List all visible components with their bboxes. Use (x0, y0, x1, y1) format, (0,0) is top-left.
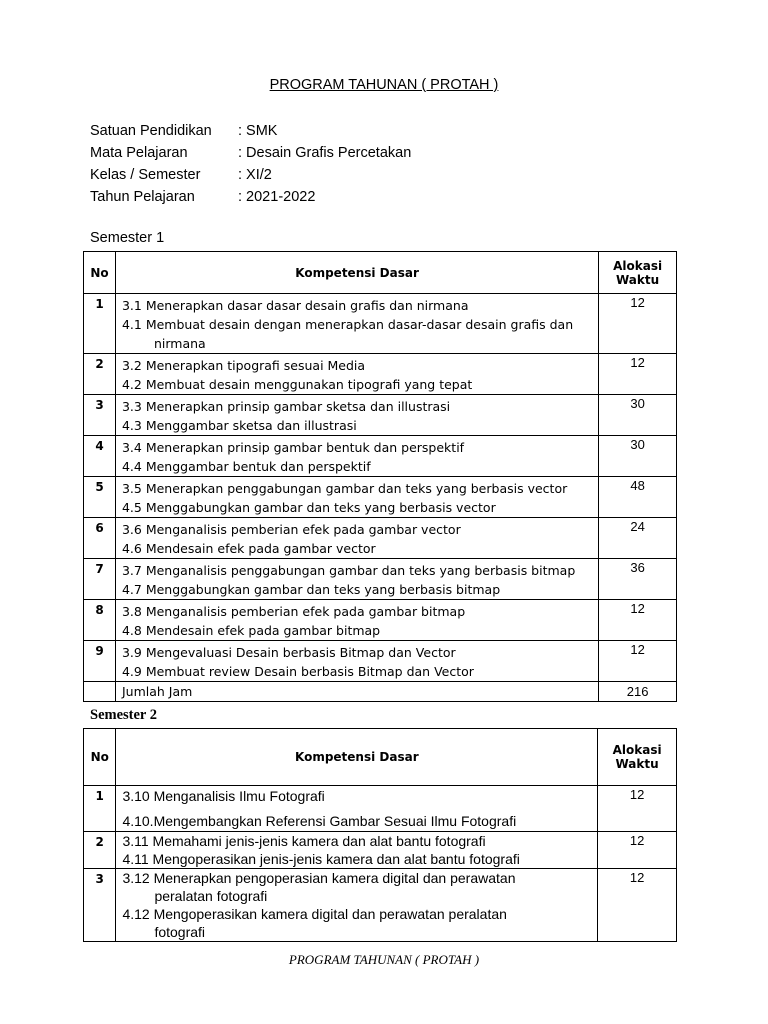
row-kd (115, 559, 598, 600)
table-row (84, 477, 677, 518)
row-no: 1 (84, 294, 116, 354)
row-alokasi: 12 (599, 641, 677, 682)
table-row (84, 294, 677, 354)
row-alokasi: 12 (598, 786, 677, 832)
row-no: 3 (84, 869, 116, 942)
alokasi-label: Alokasi (612, 743, 662, 757)
kd-line: 3.9 Mengevaluasi Desain berbasis Bitmap dan Vector (121, 645, 456, 660)
kd-line: 4.8 Mendesain efek pada gambar bitmap (121, 623, 381, 638)
total-value: 216 (599, 682, 677, 702)
row-kd (115, 436, 598, 477)
row-alokasi: 48 (599, 477, 677, 518)
semester-2-table (83, 728, 677, 942)
kd-line: 4.2 Membuat desain menggunakan tipografi yang tepat (121, 377, 473, 392)
kd-line: 4.5 Menggabungkan gambar dan teks yang berbasis vector (121, 500, 496, 515)
row-kd (115, 518, 598, 559)
table-row (84, 832, 677, 869)
row-no: 6 (84, 518, 116, 559)
table-row (84, 641, 677, 682)
total-label (115, 682, 598, 702)
table-row (84, 518, 677, 559)
col-kd-header: Kompetensi Dasar (115, 252, 598, 294)
kd-line: 4.1 Membuat desain dengan menerapkan dasar-dasar desain grafis dan (121, 317, 574, 332)
row-kd (116, 786, 598, 832)
table-row (84, 786, 677, 832)
kd-line: 3.7 Menganalisis penggabungan gambar dan teks yang berbasis bitmap (121, 563, 576, 578)
info-label: Satuan Pendidikan (90, 123, 212, 139)
kd-line: fotografi (154, 924, 206, 940)
kd-line: peralatan fotografi (154, 888, 268, 904)
row-alokasi: 12 (598, 869, 677, 942)
kd-line: 3.12 Menerapkan pengoperasian kamera digital dan perawatan (122, 870, 516, 886)
kd-line: 4.9 Membuat review Desain berbasis Bitmap dan Vector (121, 664, 474, 679)
row-kd (115, 600, 598, 641)
kd-line: 3.4 Menerapkan prinsip gambar bentuk dan perspektif (121, 440, 465, 455)
row-alokasi: 36 (599, 559, 677, 600)
row-alokasi: 12 (599, 354, 677, 395)
table-row (84, 395, 677, 436)
info-row-tahun (90, 186, 411, 208)
row-kd (116, 869, 598, 942)
kd-line: 3.5 Menerapkan penggabungan gambar dan teks yang berbasis vector (121, 481, 568, 496)
semester-1-heading: Semester 1 (90, 230, 165, 246)
alokasi-label: Alokasi (613, 258, 663, 273)
table-row (84, 600, 677, 641)
col-no-header: No (84, 252, 116, 294)
row-alokasi: 12 (599, 294, 677, 354)
kd-line: 3.2 Menerapkan tipografi sesuai Media (121, 358, 366, 373)
kd-line: 3.11 Memahami jenis-jenis kamera dan alat bantu fotografi (122, 833, 486, 849)
row-no: 2 (84, 832, 116, 869)
table-row (84, 436, 677, 477)
waktu-label: Waktu (616, 272, 660, 287)
info-value: : 2021-2022 (238, 189, 316, 205)
info-row-mapel (90, 142, 411, 164)
info-row-kelas (90, 164, 411, 186)
row-alokasi: 12 (599, 600, 677, 641)
info-label: Tahun Pelajaran (90, 189, 195, 205)
row-alokasi: 30 (599, 395, 677, 436)
col-kd-header: Kompetensi Dasar (116, 729, 598, 786)
row-kd (115, 395, 598, 436)
row-alokasi: 24 (599, 518, 677, 559)
kd-line: 3.3 Menerapkan prinsip gambar sketsa dan illustrasi (121, 399, 451, 414)
table-header-row (84, 252, 677, 294)
kd-line: nirmana (153, 336, 206, 351)
kd-line: 4.10.Mengembangkan Referensi Gambar Sesuai Ilmu Fotografi (122, 813, 517, 829)
kd-line: 4.4 Menggambar bentuk dan perspektif (121, 459, 371, 474)
col-alokasi-header (598, 729, 677, 786)
kd-line: 3.8 Menganalisis pemberian efek pada gambar bitmap (121, 604, 466, 619)
row-no: 7 (84, 559, 116, 600)
info-value: : Desain Grafis Percetakan (238, 145, 412, 161)
kd-line: 3.10 Menganalisis Ilmu Fotografi (122, 788, 325, 804)
page-footer: PROGRAM TAHUNAN ( PROTAH ) (288, 952, 480, 967)
table-row (84, 559, 677, 600)
document-title: PROGRAM TAHUNAN ( PROTAH ) (269, 77, 499, 93)
kd-line: 4.11 Mengoperasikan jenis-jenis kamera dan alat bantu fotografi (122, 851, 520, 867)
row-kd (115, 477, 598, 518)
info-value: : SMK (238, 123, 278, 139)
row-alokasi: 12 (598, 832, 677, 869)
kd-line: 4.3 Menggambar sketsa dan illustrasi (121, 418, 357, 433)
row-no (84, 682, 116, 702)
col-alokasi-header (599, 252, 677, 294)
waktu-label: Waktu (615, 757, 659, 771)
semester-1-table (83, 251, 677, 702)
row-no: 3 (84, 395, 116, 436)
info-label: Kelas / Semester (90, 167, 201, 183)
kd-line: 4.12 Mengoperasikan kamera digital dan perawatan peralatan (122, 906, 507, 922)
row-alokasi: 30 (599, 436, 677, 477)
table-row (84, 869, 677, 942)
row-no: 8 (84, 600, 116, 641)
kd-line: 3.6 Menganalisis pemberian efek pada gambar vector (121, 522, 461, 537)
col-no-header: No (84, 729, 116, 786)
info-label: Mata Pelajaran (90, 145, 188, 161)
row-no: 1 (84, 786, 116, 832)
table-header-row (84, 729, 677, 786)
row-kd (115, 354, 598, 395)
row-kd (116, 832, 598, 869)
row-no: 5 (84, 477, 116, 518)
info-row-satuan (90, 120, 411, 142)
row-no: 2 (84, 354, 116, 395)
total-label-text: Jumlah Jam (121, 684, 193, 699)
row-kd (115, 641, 598, 682)
kd-line: 4.7 Menggabungkan gambar dan teks yang berbasis bitmap (121, 582, 501, 597)
semester-2-heading: Semester 2 (90, 707, 157, 723)
row-kd (115, 294, 598, 354)
row-no: 9 (84, 641, 116, 682)
kd-line: 3.1 Menerapkan dasar dasar desain grafis dan nirmana (121, 298, 469, 313)
row-no: 4 (84, 436, 116, 477)
kd-line: 4.6 Mendesain efek pada gambar vector (121, 541, 376, 556)
table-row (84, 354, 677, 395)
total-row (84, 682, 677, 702)
info-value: : XI/2 (238, 167, 272, 183)
identity-block (90, 120, 411, 208)
